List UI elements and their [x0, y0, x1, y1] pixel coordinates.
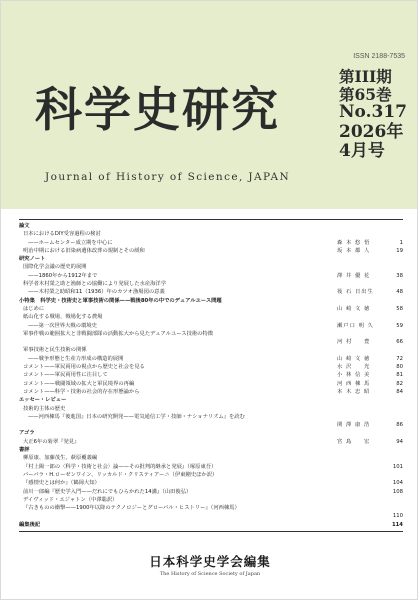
toc-entry-page: 66 [396, 339, 403, 346]
toc-entry-title: ——1860年から1912年まで [28, 272, 98, 279]
toc-entry [19, 330, 403, 338]
toc-entry [19, 280, 403, 288]
toc-entry-page: 58 [396, 305, 403, 312]
toc-entry [19, 305, 403, 313]
toc-entry [19, 380, 403, 388]
toc-entry-title: 大正6年の菊翠『発見』 [23, 438, 80, 445]
table-of-contents [19, 222, 403, 529]
toc-entry-title: コメント——科学・技術の社会的存在形態論から [23, 388, 140, 395]
toc-entry-title: ——第一次世界大戦の環境史 [28, 322, 97, 329]
toc-entry-title: 前川一郎編『歴史学入門——だれにでもひらかれた14講』（山田俊弘） [23, 488, 192, 495]
issue-number: No.317 [339, 102, 407, 123]
toc-entry-author: 小 林 信 美 [337, 372, 371, 379]
toc-entry-title: アゴラ [19, 430, 35, 437]
toc-entry-author: 関 澤 康 浩 [337, 422, 371, 429]
toc-entry [19, 338, 403, 346]
toc-entry [19, 496, 403, 504]
issue-month: 4月号 [339, 141, 385, 162]
toc-section-heading [19, 521, 403, 529]
toc-entry-title: 軍事作戦の範囲拡大と非戦闘部隊の活動拡大から見たデュアルユース技術の特徴 [23, 330, 214, 337]
toc-top-rule [19, 219, 403, 220]
journal-subtitle: Journal of History of Science, JAPAN [45, 171, 291, 183]
issue-year: 2026年 [339, 121, 404, 142]
toc-entry-page: 81 [396, 372, 403, 379]
toc-entry-author: 澤 井 優 花 [337, 272, 371, 279]
toc-entry-page: 110 [392, 513, 403, 520]
toc-section-heading [19, 429, 403, 437]
toc-entry [19, 504, 403, 512]
toc-entry-title: 日本におけるDIY受容過程の検討 [23, 231, 101, 238]
toc-entry-author: 本 木 忠 昭 [337, 388, 371, 395]
toc-entry-title: はじめに [23, 305, 45, 312]
toc-entry-title: 明治中期における旧染病遺体改葬の規制とその緩和 [23, 247, 145, 254]
toc-entry-title: ——木村榮之助昭和11（1936）年のカツオ漁場図の意義 [28, 289, 165, 296]
toc-entry-title: エッセー・レビュー [19, 397, 67, 404]
toc-entry-title: 『感情史とは何か』（鶴岡大知） [23, 480, 100, 487]
toc-entry-page: 19 [396, 247, 403, 254]
toc-entry [19, 413, 403, 421]
toc-entry-author: 森 本 悠 悟 [337, 239, 371, 246]
toc-entry-author: 山 崎 文 徳 [337, 305, 371, 312]
toc-entry [19, 313, 403, 321]
toc-entry-title: 編集後記 [19, 521, 41, 528]
toc-entry [19, 463, 403, 471]
toc-entry [19, 388, 403, 396]
toc-entry-author: 坂 本 都 人 [337, 247, 371, 254]
toc-entry-page: 1 [399, 239, 403, 246]
toc-entry-page: 108 [392, 488, 403, 495]
issn: ISSN 2188-7535 [353, 53, 405, 60]
toc-entry-title: 科学者木村榮之助と漁師との協働により発展した水産海洋学 [23, 281, 167, 288]
toc-entry-title: ——ホームセンター成立期を中心に [28, 239, 113, 246]
toc-entry-title: コメント——軍民両用の視点から歴史と社会を見る [23, 364, 145, 371]
toc-entry-page: 38 [396, 272, 403, 279]
toc-entry-title: 『村上陽一郎の〈科学・技術と社会〉論——その批判的継承と発展』（塚原東吾） [23, 463, 217, 470]
toc-entry [19, 239, 403, 247]
publisher-name-en: The History of Science Society of Japan [159, 571, 261, 577]
issue-volume: 第65巻 [339, 84, 392, 104]
toc-section-heading [19, 446, 403, 454]
toc-entry-page: 94 [396, 438, 403, 445]
toc-entry-title: コメント——軍民両用性に注目して [23, 372, 108, 379]
toc-entry [19, 471, 403, 479]
toc-bottom-rule [19, 531, 403, 532]
toc-section-heading [19, 222, 403, 230]
toc-entry-title: コメント——戦闘領域の拡大と軍民境界の再編 [23, 380, 135, 387]
issue-info [339, 68, 407, 161]
toc-entry-author: 山 崎 文 徳 [337, 355, 371, 362]
toc-entry-title: 論文 [19, 223, 30, 229]
toc-entry-page: 80 [396, 364, 403, 371]
issue-series: 第III期 [339, 67, 392, 86]
toc-entry [19, 263, 403, 271]
toc-entry-title: 研究ノート [19, 256, 46, 263]
toc-entry [19, 288, 403, 296]
toc-entry-page: 86 [396, 422, 403, 429]
toc-entry-page: 82 [396, 380, 403, 387]
toc-entry-page: 59 [396, 322, 403, 329]
toc-entry [19, 405, 403, 413]
toc-entry [19, 421, 403, 429]
toc-entry-title: 国際化学会議の歴史的展開 [23, 264, 87, 271]
toc-entry-author: 河 村 豊 [337, 339, 371, 346]
toc-entry-title: ——戦争形態と生産力形成の構造的展開 [28, 355, 124, 362]
toc-entry-page: 114 [391, 521, 403, 528]
toc-entry [19, 479, 403, 487]
toc-entry [19, 346, 403, 354]
toc-entry-author: 宮 島 宏 [337, 438, 371, 445]
toc-section-heading [19, 255, 403, 263]
journal-title: 科学史研究 [35, 83, 280, 138]
toc-entry-title: 紙山化する戦場、戦場化する農場 [23, 314, 103, 321]
toc-entry-author: 筏 石 日出生 [337, 289, 374, 296]
toc-entry [19, 230, 403, 238]
toc-entry-author: 水 沢 光 [337, 364, 371, 371]
toc-entry-title: 軍事技術と民生技術の関係 [23, 347, 87, 354]
toc-entry-title: 『古きものの衝撃——1900年以降のテクノロジーとグローバル・ヒストリー』（河西棟馬） [23, 505, 240, 512]
toc-entry-title: 技術的主体の歴史 [23, 405, 66, 412]
toc-entry [19, 488, 403, 496]
toc-entry-title: 小特集 科学史・技術史と軍事技術の関係——戦後80年の中でのデュアルユース問題 [19, 297, 222, 304]
toc-entry-author: 河 西 棟 馬 [337, 380, 371, 387]
toc-entry-title: バーバラ・H.ローゼンワイン、リッカルド・クリスティアーニ（伊東剛史ほか訳） [23, 471, 218, 478]
toc-section-heading [19, 396, 403, 404]
toc-entry-page: 72 [396, 355, 403, 362]
publisher-name: 日本科学史学会編集 [149, 554, 271, 569]
toc-entry-page: 104 [392, 480, 403, 487]
toc-entry [19, 371, 403, 379]
toc-entry-page: 101 [392, 463, 403, 470]
toc-entry-page: 48 [396, 289, 403, 296]
toc-entry-page: 84 [396, 388, 403, 395]
toc-entry [19, 272, 403, 280]
toc-entry [19, 438, 403, 446]
toc-entry [19, 363, 403, 371]
toc-entry [19, 322, 403, 330]
toc-entry [19, 355, 403, 363]
toc-section-heading [19, 297, 403, 305]
toc-entry [19, 454, 403, 462]
toc-entry-title: 柳原康、加藤茂生、萩原覆義編 [23, 455, 98, 462]
toc-entry [19, 512, 403, 520]
cover-header [1, 1, 418, 209]
toc-entry-title: ——河西棟馬『後進国』日本の研究開発——電気通信工学・技師・ナショナリズム』を読む [28, 413, 245, 420]
toc-entry-author: 瀬戸口 明 久 [337, 322, 374, 329]
toc-entry-title: デイヴィッド・エジャトン（中澤聡訳） [23, 496, 118, 503]
toc-entry-title: 書評 [19, 447, 30, 454]
toc-entry [19, 247, 403, 255]
